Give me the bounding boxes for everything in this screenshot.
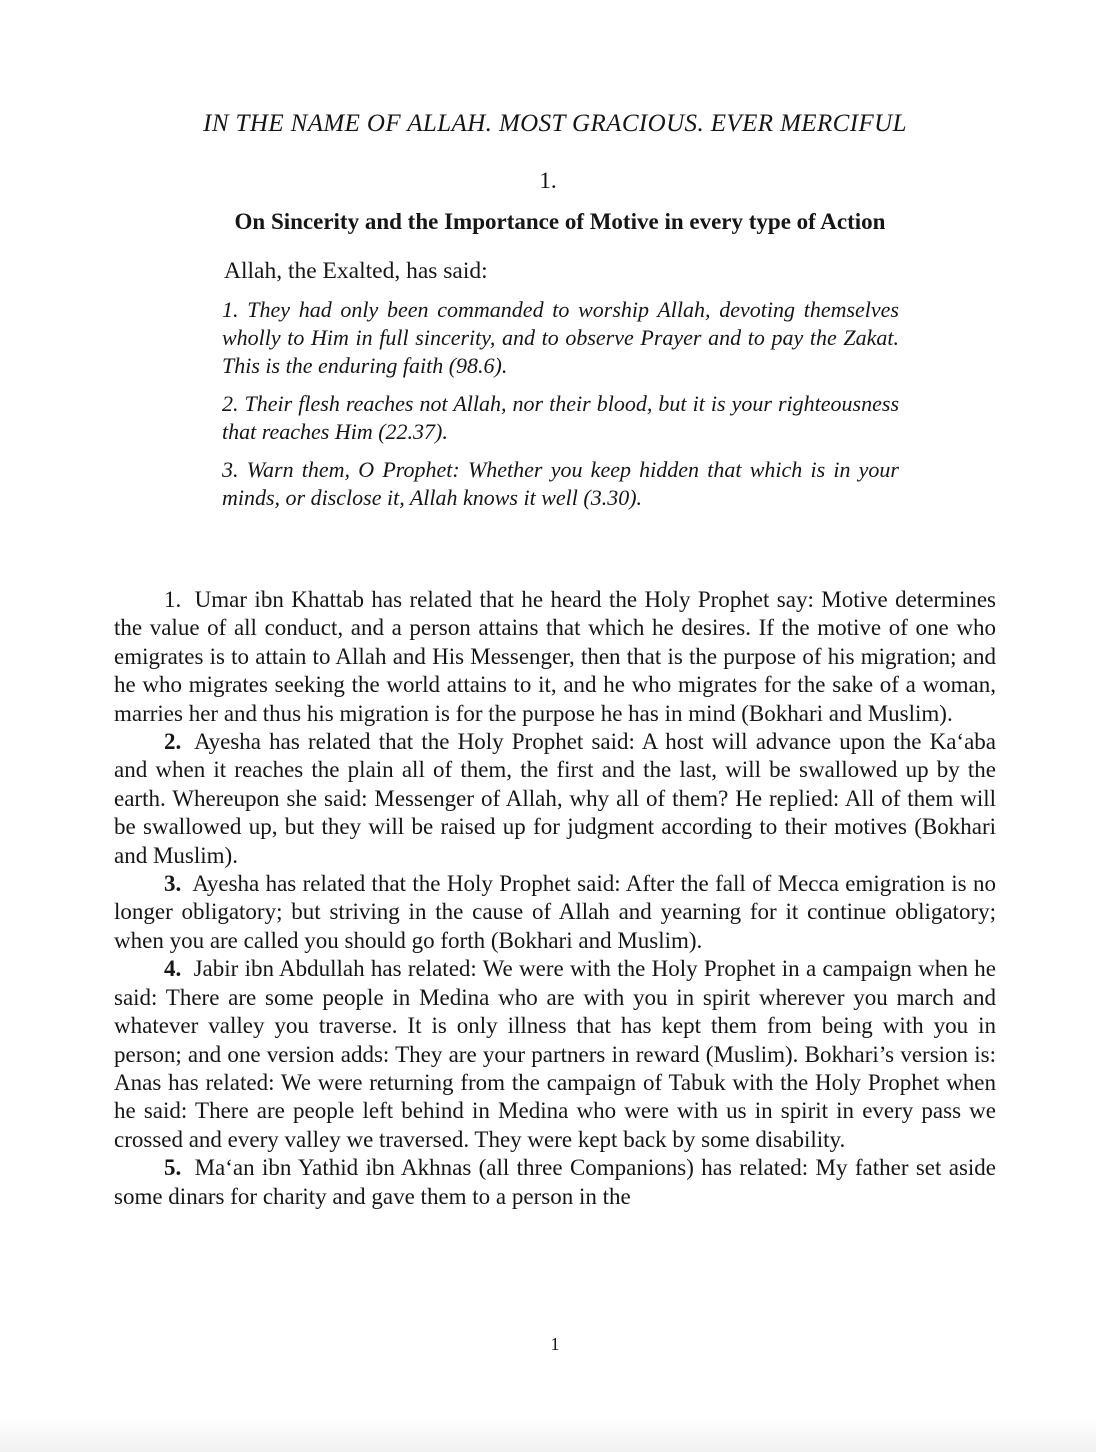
- invocation-header: IN THE NAME OF ALLAH. MOST GRACIOUS. EVER MERCIFUL: [203, 110, 907, 137]
- hadith-list: [114, 586, 996, 1211]
- page-number: 1: [550, 1334, 560, 1354]
- hadith-text: Ayesha has related that the Holy Prophet said: After the fall of Mecca emigration is no longer obligatory; but striving in the cause of Allah and yearning for it continue obligatory; when you are called you should go forth (Bokhari and Muslim).: [114, 871, 997, 953]
- hadith-2: [114, 728, 996, 870]
- verse-1: 1. They had only been commanded to worship Allah, devoting themselves wholly to Him in full sincerity, and to observe Prayer and to pay the Zakat. This is the enduring faith (98.6).: [222, 297, 899, 378]
- hadith-5: [114, 1154, 996, 1211]
- hadith-number: 2.: [164, 729, 182, 755]
- verses-intro: Allah, the Exalted, has said:: [224, 258, 488, 284]
- verse-3: 3. Warn them, O Prophet: Whether you keep hidden that which is in your minds, or disclose it, Allah knows it well (3.30).: [222, 457, 899, 510]
- hadith-number: 4.: [164, 956, 182, 982]
- verse-2: 2. Their flesh reaches not Allah, nor their blood, but it is your righteousness that reaches Him (22.37).: [222, 391, 899, 444]
- hadith-number: 1.: [164, 587, 182, 612]
- hadith-text: Umar ibn Khattab has related that he heard the Holy Prophet say: Motive determines the value of all conduct, and a person attains that which he desires. If the motive of one who emigrates is to attain to Allah and His Messenger, then that is the purpose of his migration; and he who migrates seeking the world attains to it, and he who migrates for the sake of a woman, marries her and thus his migration is for the purpose he has in mind (Bokhari and Muslim).: [114, 587, 996, 726]
- hadith-number: 5.: [164, 1155, 182, 1181]
- chapter-title: On Sincerity and the Importance of Motive in every type of Action: [234, 209, 886, 234]
- scan-edge-shadow: [0, 1418, 1096, 1452]
- hadith-text: Ayesha has related that the Holy Prophet said: A host will advance upon the Ka‘aba and when it reaches the plain all of them, the first and the last, will be swallowed up by the earth. Whereupon she said: Messenger of Allah, why all of them? He replied: All of them will be swallowed up, but they will be raised up for judgment according to their motives (Bokhari and Muslim).: [114, 729, 997, 868]
- hadith-text: Ma‘an ibn Yathid ibn Akhnas (all three Companions) has related: My father set aside some dinars for charity and gave them to a person in the: [114, 1155, 996, 1209]
- hadith-3: [114, 870, 996, 955]
- hadith-number: 3.: [164, 871, 182, 897]
- hadith-text: Jabir ibn Abdullah has related: We were with the Holy Prophet in a campaign when he said: There are some people in Medina who are with you in spirit wherever you march and whatever valley you traverse. It is only illness that has kept them from being with you in person; and one version adds: They are your partners in reward (Muslim). Bokhari’s version is: Anas has related: We were returning from the campaign of Tabuk with the Holy Prophet when he said: There are people left behind in Medina who were with us in spirit in every pass we crossed and every valley we traversed. They were kept back by some disability.: [114, 956, 997, 1152]
- chapter-number: 1.: [539, 168, 557, 193]
- quran-verses: [222, 296, 899, 522]
- hadith-1: [114, 586, 996, 728]
- hadith-4: [114, 955, 996, 1154]
